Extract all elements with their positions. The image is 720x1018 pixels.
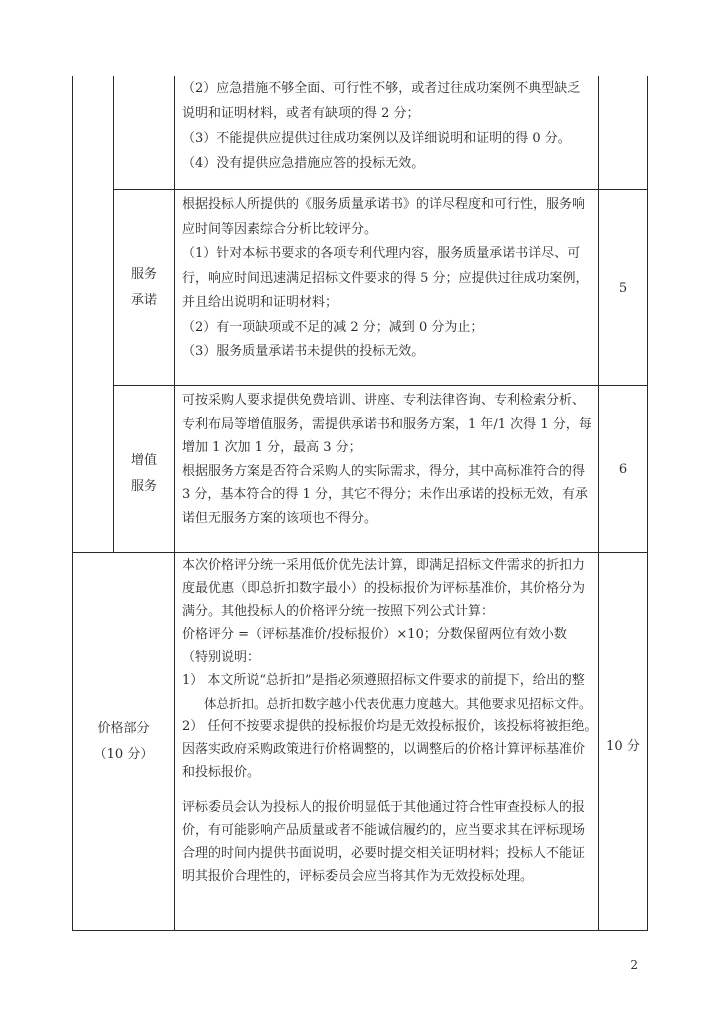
row-divider-1 bbox=[113, 189, 648, 190]
table-border-bottom bbox=[72, 930, 648, 931]
price-note-title: （特别说明： bbox=[182, 650, 261, 665]
emergency-item-3: （3）不能提供应提供过往成功案例以及详细说明和证明的得 0 分。 bbox=[182, 131, 571, 146]
row-divider-3 bbox=[72, 552, 648, 553]
price-section-label-line2: （10 分） bbox=[93, 747, 154, 762]
row-divider-2 bbox=[113, 385, 648, 386]
value-added-criteria-text bbox=[182, 389, 592, 530]
service-commitment-criteria-text bbox=[182, 193, 592, 365]
service-commitment-score: 5 bbox=[618, 281, 628, 296]
price-criteria-text bbox=[182, 554, 598, 888]
price-section-label-line1: 价格部分 bbox=[97, 721, 150, 736]
price-adjustment-paragraph: 因落实政府采购政策进行价格调整的，以调整后的价格计算评标基准价和投标报价。 bbox=[182, 742, 586, 780]
value-added-scoring: 根据服务方案是否符合采购人的实际需求，得分，其中高标准符合的得 3 分，基本符合的得 1 分，其它不得分；未作出承诺的投标无效，有承诺但无服务方案的该项也不得分。 bbox=[182, 463, 588, 526]
service-commitment-item-2: （2）有一项缺项或不足的减 2 分；减到 0 分为止； bbox=[182, 319, 484, 335]
service-commitment-intro: 根据投标人所提供的《服务质量承诺书》的详尽程度和可行性，服务响应时间等因素综合分析比较评分。 bbox=[182, 197, 586, 237]
value-added-label-line2: 服务 bbox=[130, 479, 157, 494]
emergency-item-2: （2）应急措施不够全面、可行性不够，或者过往成功案例不典型缺乏说明和证明材料，或者有缺项的得 2 分； bbox=[182, 81, 581, 121]
emergency-item-4: （4）没有提供应急措施应答的投标无效。 bbox=[182, 156, 425, 171]
service-commitment-label bbox=[114, 262, 174, 314]
value-added-label-line1: 增值 bbox=[130, 453, 157, 468]
price-formula: 价格评分 =（评标基准价/投标报价）×10；分数保留两位有效小数 bbox=[182, 627, 567, 642]
price-section-label bbox=[73, 716, 174, 768]
value-added-score: 6 bbox=[618, 462, 628, 477]
table-border-right bbox=[647, 76, 648, 931]
value-added-intro: 可按采购人要求提供免费培训、讲座、专利法律咨询、专利检索分析、专利布局等增值服务，需提供承诺书和服务方案，1 年/1 次得 1 分，每增加 1 次加 1 分，最高 3 分； bbox=[182, 393, 592, 455]
table-divider-col3 bbox=[598, 76, 599, 931]
service-commitment-label-line2: 承诺 bbox=[130, 293, 157, 308]
value-added-label bbox=[114, 448, 174, 500]
service-commitment-item-1: （1）针对本标书要求的各项专利代理内容，服务质量承诺书详尽、可行，响应时间迅速满足招标文件要求的得 5 分；应提供过往成功案例，并且给出说明和证明材料； bbox=[182, 246, 589, 310]
emergency-criteria-text bbox=[182, 76, 592, 176]
price-note-1a: 1） 本文所说“总折扣”是指必须遵照招标文件要求的前提下，给出的整 bbox=[182, 673, 585, 688]
price-note-1b: 体总折扣。总折扣数字越小代表优惠力度越大。其他要求见招标文件。 bbox=[204, 696, 592, 711]
price-method-paragraph: 本次价格评分统一采用低价优先法计算，即满足招标文件需求的折扣力度最优惠（即总折扣数字最小）的投标报价为评标基准价，其价格分为满分。其他投标人的价格评分统一按照下列公式计算： bbox=[182, 558, 586, 619]
page-number: 2 bbox=[630, 958, 638, 972]
price-abnormal-low-paragraph: 评标委员会认为投标人的报价明显低于其他通过符合性审查投标人的报价，有可能影响产品质量或者不能诚信履约的，应当要求其在评标现场合理的时间内提供书面说明，必要时提交相关证明材料；投标人不能证明其报价合理性的，评标委员会应当将其作为无效投标处理。 bbox=[182, 800, 586, 884]
price-score: 10 分 bbox=[606, 739, 640, 754]
price-note-2: 2） 任何不按要求提供的投标报价均是无效投标报价，该投标将被拒绝。 bbox=[182, 719, 598, 734]
service-commitment-item-3: （3）服务质量承诺书未提供的投标无效。 bbox=[182, 344, 425, 359]
service-commitment-label-line1: 服务 bbox=[130, 267, 157, 282]
table-border-left bbox=[72, 76, 73, 931]
table-divider-col2 bbox=[174, 76, 175, 931]
